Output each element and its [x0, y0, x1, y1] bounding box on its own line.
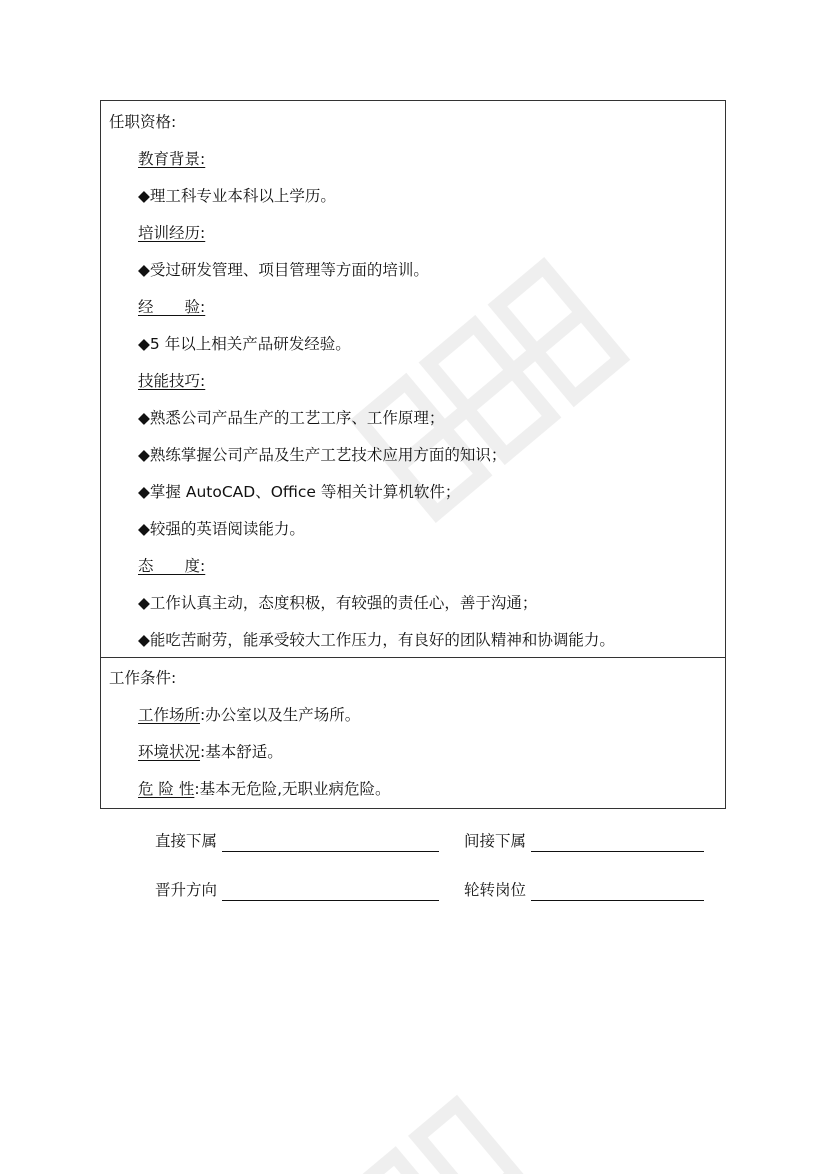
skills-item: ◆较强的英语阅读能力。 [138, 520, 305, 538]
work-conditions-section [100, 657, 726, 809]
training-label: 培训经历: [138, 224, 206, 242]
hazard-value: :基本无危险,无职业病危险。 [194, 780, 391, 798]
skills-label: 技能技巧: [138, 372, 206, 390]
experience-label: 经 验: [138, 298, 206, 316]
skills-item: ◆熟练掌握公司产品及生产工艺技术应用方面的知识； [138, 446, 507, 464]
attitude-item: ◆工作认真主动，态度积极，有较强的责任心，善于沟通； [138, 594, 538, 612]
workplace-row [138, 705, 360, 725]
hazard-row [138, 779, 391, 799]
hazard-label: 危 险 性 [138, 780, 195, 798]
qualifications-heading: 任职资格: [109, 113, 177, 131]
training-item: ◆受过研发管理、项目管理等方面的培训。 [138, 261, 429, 279]
skills-item: ◆熟悉公司产品生产的工艺工序、工作原理； [138, 409, 445, 427]
environment-label: 环境状况 [138, 743, 201, 761]
indirect-subordinate-label: 间接下属 [464, 832, 527, 850]
skills-item: ◆掌握 AutoCAD、Office 等相关计算机软件； [138, 483, 461, 501]
experience-item: ◆5 年以上相关产品研发经验。 [138, 335, 351, 353]
indirect-subordinate-field [531, 851, 704, 852]
subordinates-row [155, 830, 715, 854]
rotation-position-label: 轮转岗位 [464, 881, 527, 899]
environment-value: :基本舒适。 [200, 743, 283, 761]
qualifications-section [100, 100, 726, 658]
promotion-direction-label: 晋升方向 [155, 881, 218, 899]
workplace-value: :办公室以及生产场所。 [200, 706, 361, 724]
workplace-label: 工作场所 [138, 706, 201, 724]
attitude-item: ◆能吃苦耐劳，能承受较大工作压力，有良好的团队精神和协调能力。 [138, 631, 615, 649]
attitude-label: 态 度: [138, 557, 206, 575]
direct-subordinate-field [222, 851, 439, 852]
work-conditions-heading: 工作条件: [109, 669, 177, 687]
education-item: ◆理工科专业本科以上学历。 [138, 187, 336, 205]
rotation-position-field [531, 900, 704, 901]
environment-row [138, 742, 283, 762]
education-label: 教育背景: [138, 150, 206, 168]
promotion-direction-field [222, 900, 439, 901]
watermark-graphic-bottom [340, 1085, 560, 1174]
direct-subordinate-label: 直接下属 [155, 832, 218, 850]
career-row [155, 879, 715, 903]
